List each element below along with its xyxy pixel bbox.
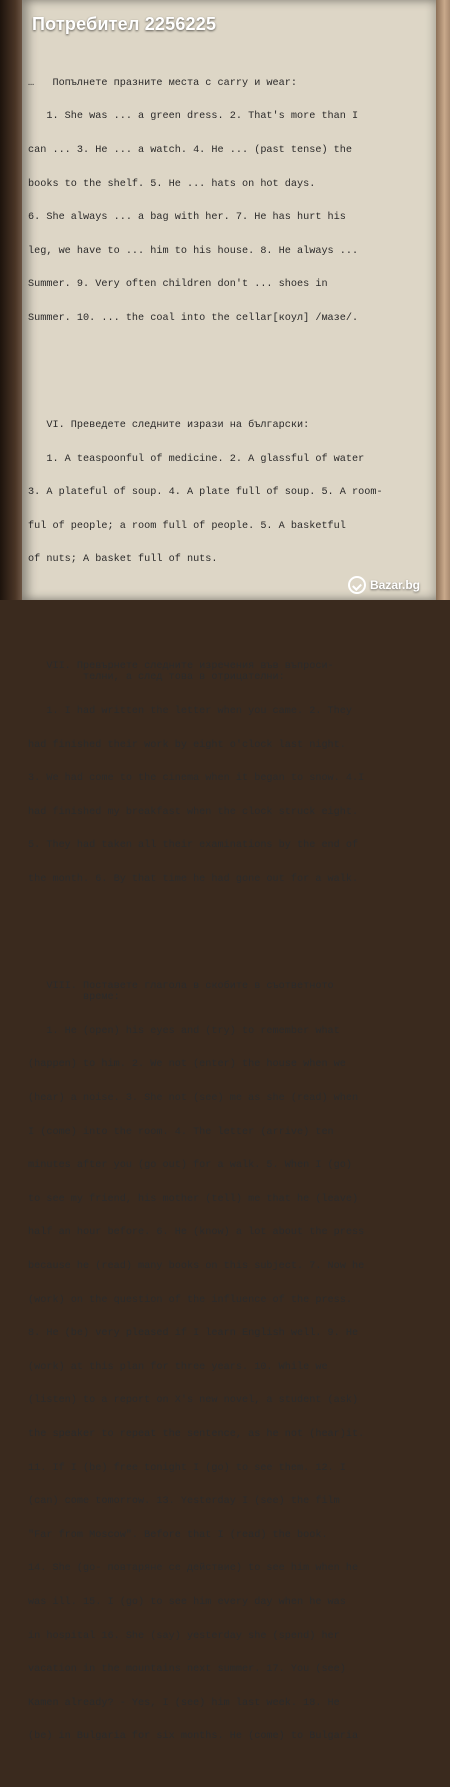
- text-line: (work) at this plan for three years. 10. While we: [28, 1361, 328, 1373]
- text-line: (hear) a noise. 3. She not (see) me as she (read) when: [28, 1092, 359, 1104]
- text-line: 8. He (be) very pleased if I learn English well. 9. He: [28, 1328, 359, 1340]
- text-line: vacation in the mountains next summer. 17. You (see): [28, 1664, 346, 1676]
- text-line: 3. We had come to the cinema when it began to snow. 4.I: [28, 773, 365, 785]
- text-line: 1. He (open) his eyes and (try) to remember what: [28, 1025, 340, 1037]
- text-line: (work) on the question of the influence of the press.: [28, 1294, 353, 1306]
- text-line: minutes after you (go out) for a walk. 5. When I (go): [28, 1160, 353, 1172]
- text-line: 3. A plateful of soup. 4. A plate full of soup. 5. A room-: [28, 487, 383, 499]
- exercise-section: [28, 639, 432, 908]
- book-edge: [436, 0, 450, 600]
- text-line: (can) come tomorrow. 13. Yesterday I (see) the film: [28, 1496, 340, 1508]
- text-line: of nuts; A basket full of nuts.: [28, 554, 218, 566]
- text-line: (listen) to a report on X's new novel, a student (ask): [28, 1395, 359, 1407]
- text-line: (be) in Bulgaria for six months. He (come) to Bulgaria: [28, 1731, 359, 1743]
- text-line: 1. She was ... a green dress. 2. That's more than I: [28, 111, 359, 123]
- text-line: 11. If I (be) free tonight I (go) to see them. 12. I: [28, 1462, 346, 1474]
- exercise-section: [28, 958, 432, 1765]
- text-line: in hospital 16. She (say) yesterday she (spend) her: [28, 1630, 340, 1642]
- text-line: to see my friend, his mother (tell) me that he (leave): [28, 1193, 359, 1205]
- text-line: "Far from Moscow". Before that I (read) the book.: [28, 1529, 328, 1541]
- text-line: half an hour before. 6. He (know) a lot about the press: [28, 1227, 365, 1239]
- text-line: ful of people; a room full of people. 5. A basketful: [28, 520, 346, 532]
- text-line: had finished their work by eight o'clock last night.: [28, 739, 346, 751]
- section-gap: [28, 369, 432, 375]
- exercise-section: [28, 398, 432, 588]
- text-line: books to the shelf. 5. He ... hats on hot days.: [28, 178, 316, 190]
- text-line: the month. 6. By that time he had gone out for a walk.: [28, 874, 359, 886]
- exercise-text: [28, 33, 432, 1787]
- text-line: leg, we have to ... him to his house. 8. He always ...: [28, 245, 359, 257]
- text-line: 1. I had written the letter when you came. 2. They: [28, 705, 353, 717]
- text-line: was ill. 15. I (go) to see him every day when he was: [28, 1597, 346, 1609]
- text-line: can ... 3. He ... a watch. 4. He ... (past tense) the: [28, 145, 353, 157]
- text-line: because he (read) many books on this subject. 7. Now he: [28, 1260, 365, 1272]
- exercise-heading: VI. Преведете следните изрази на български:: [28, 419, 310, 431]
- exercise-section: [28, 55, 432, 346]
- logo-text: Bazar.bg: [369, 578, 420, 592]
- text-line: 5. They had taken all their examinations by the end of: [28, 840, 359, 852]
- text-line: Summer. 9. Very often children don't ... shoes in: [28, 279, 328, 291]
- text-line: (happen) to him. 2. We not (enter) the house when we: [28, 1059, 346, 1071]
- seller-watermark: Потребител 2256225: [32, 14, 217, 34]
- book-spine-shadow: [0, 0, 22, 600]
- text-line: I (come) into the room. 4. The letter (arrive) ten: [28, 1126, 334, 1138]
- book-page: [22, 0, 436, 1743]
- section-gap: [28, 930, 432, 936]
- text-line: had finished my breakfast when the clock struck eight.: [28, 806, 359, 818]
- exercise-heading: … Попълнете празните места с carry и wear:: [28, 77, 297, 89]
- exercise-heading: VII. Превърнете следните изречения във въпроси- телни, а след това в отрицателни:: [46, 661, 334, 684]
- text-line: Summer. 10. ... the coal into the cellar[коул] /мазе/.: [28, 313, 359, 325]
- text-line: 1. A teaspoonful of medicine. 2. A glassful of water: [28, 453, 365, 465]
- check-circle-icon: [348, 576, 366, 594]
- text-line: the speaker to repeat the sentence, as he not (hear)it.: [28, 1428, 365, 1440]
- site-logo: [348, 576, 420, 594]
- section-gap: [28, 610, 432, 616]
- text-line: 6. She always ... a bag with her. 7. He has hurt his: [28, 212, 346, 224]
- text-line: 14. She (go- повтаряне се действие) to see him when he: [28, 1563, 359, 1575]
- exercise-heading: VIII. Поставете глагола в скобите в съответното време:: [46, 980, 334, 1004]
- text-line: Kamen already? - Yes, I (see) him last week. 18. He: [28, 1697, 340, 1709]
